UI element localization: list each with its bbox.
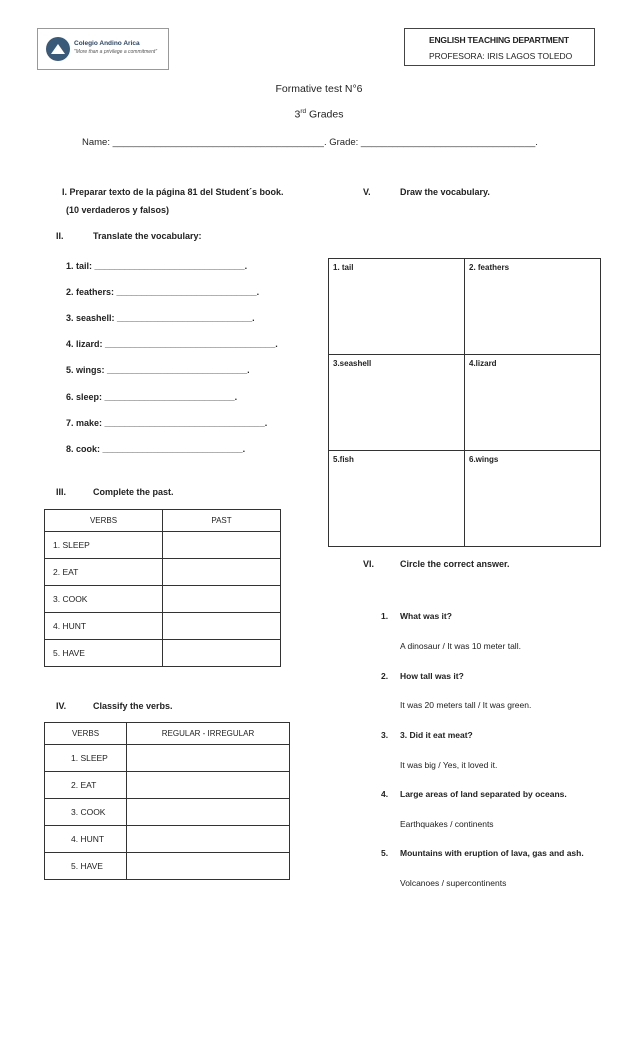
vocab-item-5[interactable]: 5. wings: ____________________________. xyxy=(66,365,250,375)
past-verb-cell: 4. HUNT xyxy=(45,613,163,640)
school-emblem-icon xyxy=(46,37,70,61)
draw-cell-wings[interactable]: 6.wings xyxy=(465,451,601,547)
past-answer-cell[interactable] xyxy=(163,586,281,613)
draw-cell-seashell[interactable]: 3.seashell xyxy=(329,355,465,451)
section-3-roman: III. xyxy=(56,487,67,497)
classify-answer-cell[interactable] xyxy=(127,799,290,826)
past-answer-cell[interactable] xyxy=(163,559,281,586)
section-5-roman: V. xyxy=(363,187,371,197)
question-2-text: How tall was it? xyxy=(400,671,464,681)
question-4-number: 4. xyxy=(381,789,389,799)
teacher-name: PROFESORA: IRIS LAGOS TOLEDO xyxy=(429,51,573,61)
past-verb-cell: 3. COOK xyxy=(45,586,163,613)
school-name: Colegio Andino Arica xyxy=(74,40,140,47)
classify-answer-cell[interactable] xyxy=(127,772,290,799)
question-4-options[interactable]: Earthquakes / continents xyxy=(400,819,494,829)
table-row xyxy=(45,799,290,826)
section-4-roman: IV. xyxy=(56,701,67,711)
question-3-options[interactable]: It was big / Yes, it loved it. xyxy=(400,760,498,770)
classify-verb-cell: 5. HAVE xyxy=(45,853,127,880)
draw-cell-fish[interactable]: 5.fish xyxy=(329,451,465,547)
section-6-heading: Circle the correct answer. xyxy=(400,559,510,569)
vocab-item-8[interactable]: 8. cook: ____________________________. xyxy=(66,444,246,454)
past-answer-cell[interactable] xyxy=(163,613,281,640)
table-row xyxy=(45,559,281,586)
past-tense-table xyxy=(44,509,281,667)
past-answer-cell[interactable] xyxy=(163,640,281,667)
draw-cell-feathers[interactable]: 2. feathers xyxy=(465,259,601,355)
table-row xyxy=(45,586,281,613)
grade-word: Grades xyxy=(306,108,344,121)
vocab-item-1[interactable]: 1. tail: ______________________________. xyxy=(66,261,248,271)
table-row xyxy=(45,640,281,667)
question-5-number: 5. xyxy=(381,848,389,858)
section-1-heading: I. Preparar texto de la página 81 del Student´s book. xyxy=(62,187,284,197)
question-5-text: Mountains with eruption of lava, gas and ash. xyxy=(400,848,584,858)
section-4-heading: Classify the verbs. xyxy=(93,701,173,711)
grade-title xyxy=(0,108,638,121)
question-2-number: 2. xyxy=(381,671,389,681)
classify-answer-cell[interactable] xyxy=(127,745,290,772)
classify-verbs-table xyxy=(44,722,290,880)
section-2-roman: II. xyxy=(56,231,64,241)
department-name: ENGLISH TEACHING DEPARTMENT xyxy=(429,35,569,45)
school-logo xyxy=(37,28,169,70)
classify-verb-cell: 3. COOK xyxy=(45,799,127,826)
question-1-text: What was it? xyxy=(400,611,452,621)
section-5-heading: Draw the vocabulary. xyxy=(400,187,490,197)
question-1-options[interactable]: A dinosaur / It was 10 meter tall. xyxy=(400,641,521,651)
vocab-item-3[interactable]: 3. seashell: ___________________________. xyxy=(66,313,255,323)
section-6-roman: VI. xyxy=(363,559,375,569)
draw-cell-tail[interactable]: 1. tail xyxy=(329,259,465,355)
classify-table-header-type: REGULAR - IRREGULAR xyxy=(127,723,290,745)
table-row xyxy=(45,853,290,880)
past-verb-cell: 2. EAT xyxy=(45,559,163,586)
vocab-item-7[interactable]: 7. make: ________________________________. xyxy=(66,418,268,428)
past-table-header-verbs: VERBS xyxy=(45,510,163,532)
question-3-text: 3. Did it eat meat? xyxy=(400,730,473,740)
past-verb-cell: 5. HAVE xyxy=(45,640,163,667)
classify-answer-cell[interactable] xyxy=(127,853,290,880)
grade-suffix: rd xyxy=(300,108,307,115)
question-2-options[interactable]: It was 20 meters tall / It was green. xyxy=(400,700,532,710)
table-row xyxy=(45,772,290,799)
name-grade-line[interactable]: Name: ________________________________________. Grade: _________________________________. xyxy=(82,137,538,148)
grade-number: 3 xyxy=(294,108,301,121)
vocab-item-4[interactable]: 4. lizard: __________________________________. xyxy=(66,339,278,349)
question-1-number: 1. xyxy=(381,611,389,621)
vocab-item-6[interactable]: 6. sleep: __________________________. xyxy=(66,392,238,402)
table-row xyxy=(45,613,281,640)
question-3-number: 3. xyxy=(381,730,389,740)
draw-vocabulary-grid xyxy=(328,258,601,547)
department-box xyxy=(404,28,595,66)
classify-table-header-verbs: VERBS xyxy=(45,723,127,745)
past-verb-cell: 1. SLEEP xyxy=(45,532,163,559)
question-4-text: Large areas of land separated by oceans. xyxy=(400,789,567,799)
school-motto: "More than a privilege a commitment" xyxy=(74,49,158,55)
vocab-item-2[interactable]: 2. feathers: ____________________________. xyxy=(66,287,260,297)
classify-verb-cell: 2. EAT xyxy=(45,772,127,799)
table-row xyxy=(45,745,290,772)
section-1-subheading: (10 verdaderos y falsos) xyxy=(66,205,170,215)
classify-verb-cell: 4. HUNT xyxy=(45,826,127,853)
past-answer-cell[interactable] xyxy=(163,532,281,559)
section-2-heading: Translate the vocabulary: xyxy=(93,231,202,241)
classify-verb-cell: 1. SLEEP xyxy=(45,745,127,772)
classify-answer-cell[interactable] xyxy=(127,826,290,853)
question-5-options[interactable]: Volcanoes / supercontinents xyxy=(400,878,507,888)
draw-cell-lizard[interactable]: 4.lizard xyxy=(465,355,601,451)
test-title: Formative test N°6 xyxy=(275,83,363,95)
past-table-header-past: PAST xyxy=(163,510,281,532)
section-3-heading: Complete the past. xyxy=(93,487,174,497)
table-row xyxy=(45,532,281,559)
table-row xyxy=(45,826,290,853)
